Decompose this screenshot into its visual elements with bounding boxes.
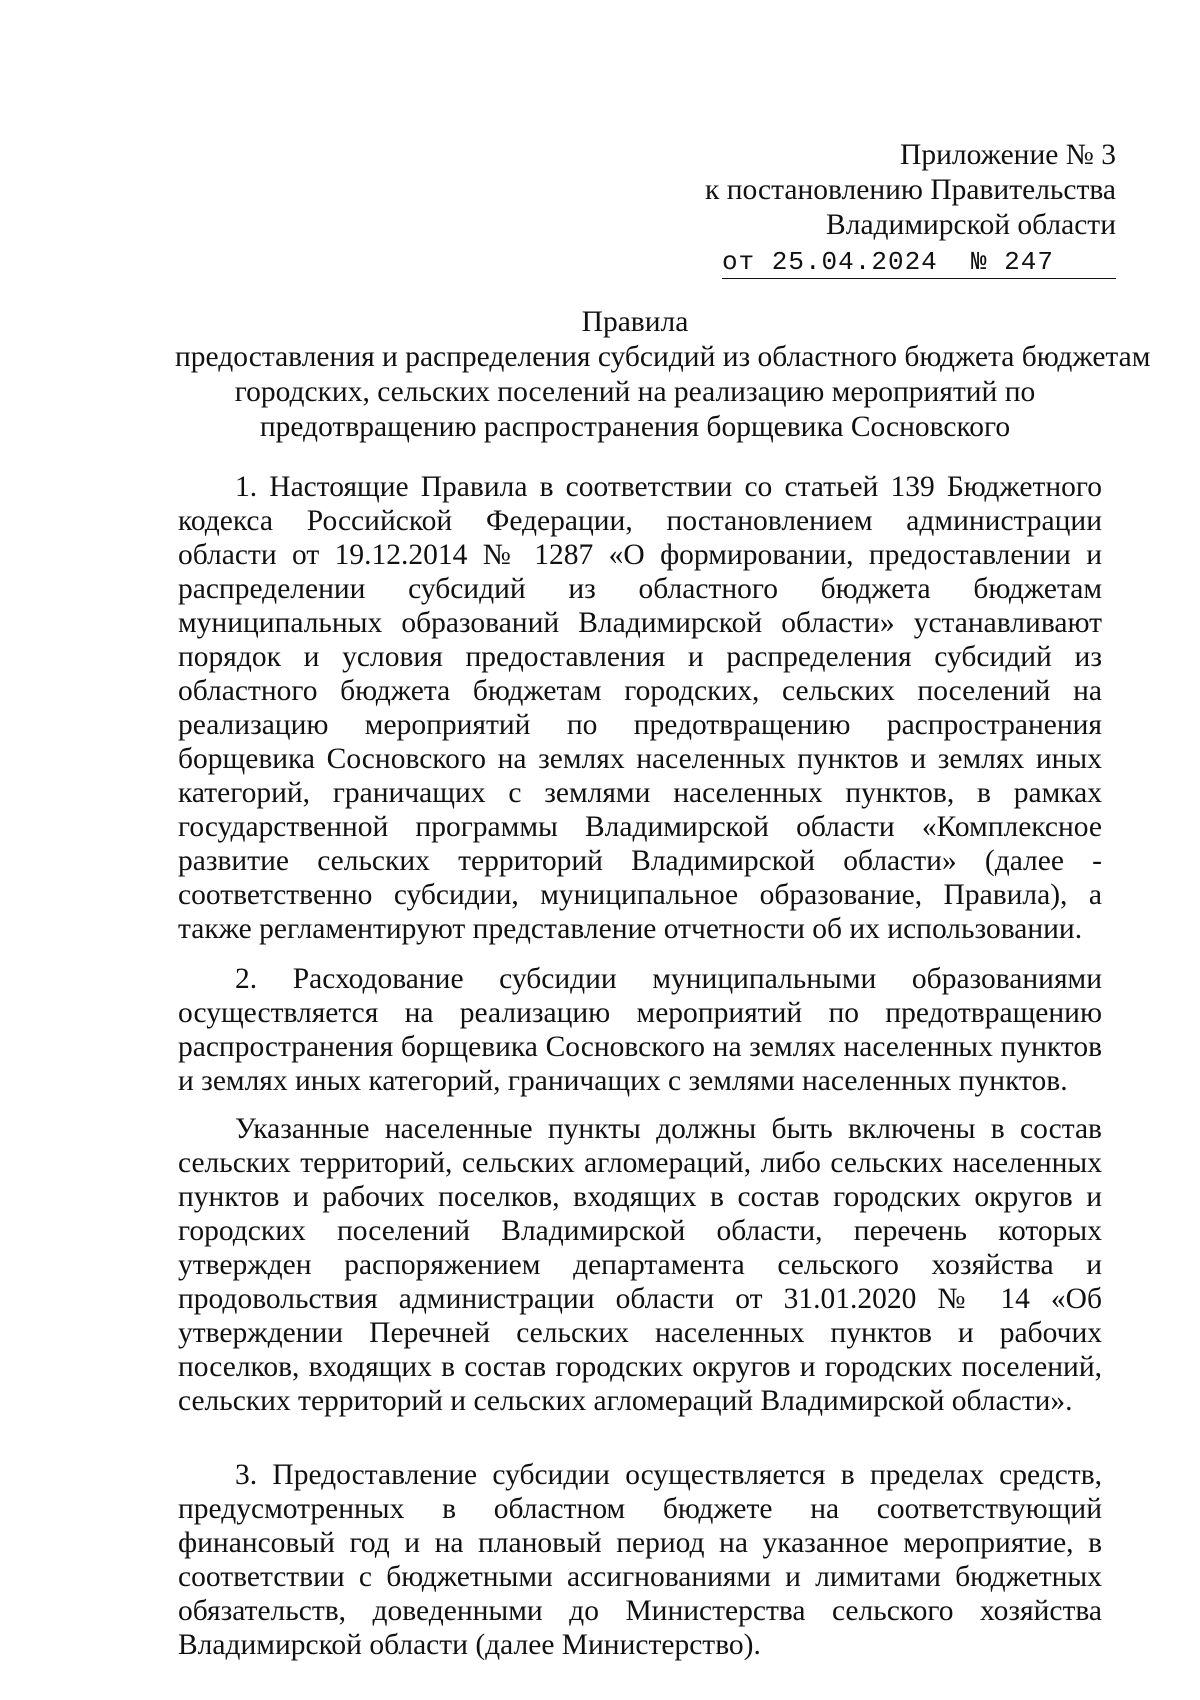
document-title bbox=[175, 305, 1151, 445]
appendix-resolution-line: к постановлению Правительства bbox=[705, 174, 1116, 206]
paragraph-1: 1. Настоящие Правила в соответствии со статьей 139 Бюджетного кодекса Российской Федерации, постановлением администрации области от 19.12.2014 № 1287 «О формировании, предоставлении и распределении субсидий из областного бюджета бюджетам муниципальных образований Владимирской области» устанавливают порядок и условия предоставления и распределения субсидий из областного бюджета бюджетам городских, сельских поселений на реализацию мероприятий по предотвращению распространения борщевика Сосновского на землях населенных пунктов и землях иных категорий, граничащих с землями населенных пунктов, в рамках государственной программы Владимирской области «Комплексное развитие сельских территорий Владимирской области» (далее - соответственно субсидии, муниципальное образование, Правила), а также регламентируют представление отчетности об их использовании. bbox=[178, 471, 1102, 945]
paragraph-3: 3. Предоставление субсидии осуществляется в пределах средств, предусмотренных в областном бюджете на соответствующий финансовый год и на плановый период на указанное мероприятие, в соответствии с бюджетными ассигнованиями и лимитами бюджетных обязательств, доведенными до Министерства сельского хозяйства Владимирской области (далее Министерство). bbox=[178, 1459, 1102, 1661]
paragraph-2-continued: Указанные населенные пункты должны быть включены в состав сельских территорий, сельских агломераций, либо сельских населенных пунктов и рабочих поселков, входящих в состав городских округов и городских поселений Владимирской области, перечень которых утвержден распоряжением департамента сельского хозяйства и продовольствия администрации области от 31.01.2020 № 14 «Об утверждении Перечней сельских населенных пунктов и рабочих поселков, входящих в состав городских округов и городских поселений, сельских территорий и сельских агломераций Владимирской области». bbox=[178, 1113, 1102, 1417]
appendix-number: Приложение № 3 bbox=[900, 139, 1116, 171]
paragraph-2: 2. Расходование субсидии муниципальными образованиями осуществляется на реализацию мероприятий по предотвращению распространения борщевика Сосновского на землях населенных пунктов и землях иных категорий, граничащих с землями населенных пунктов. bbox=[178, 963, 1102, 1097]
title-line-2: городских, сельских поселений на реализацию мероприятий по bbox=[234, 376, 1036, 408]
title-line-3: предотвращению распространения борщевика Сосновского bbox=[259, 411, 1011, 443]
document-date-number: от 25.04.2024 № 247 bbox=[722, 246, 1116, 279]
document-body bbox=[178, 470, 1102, 1662]
appendix-header bbox=[516, 138, 1116, 278]
appendix-date-number-line bbox=[516, 243, 1116, 278]
appendix-region-line: Владимирской области bbox=[826, 209, 1116, 241]
title-line-1: предоставления и распределения субсидий из областного бюджета бюджетам bbox=[175, 341, 1151, 373]
title-heading: Правила bbox=[581, 306, 689, 338]
